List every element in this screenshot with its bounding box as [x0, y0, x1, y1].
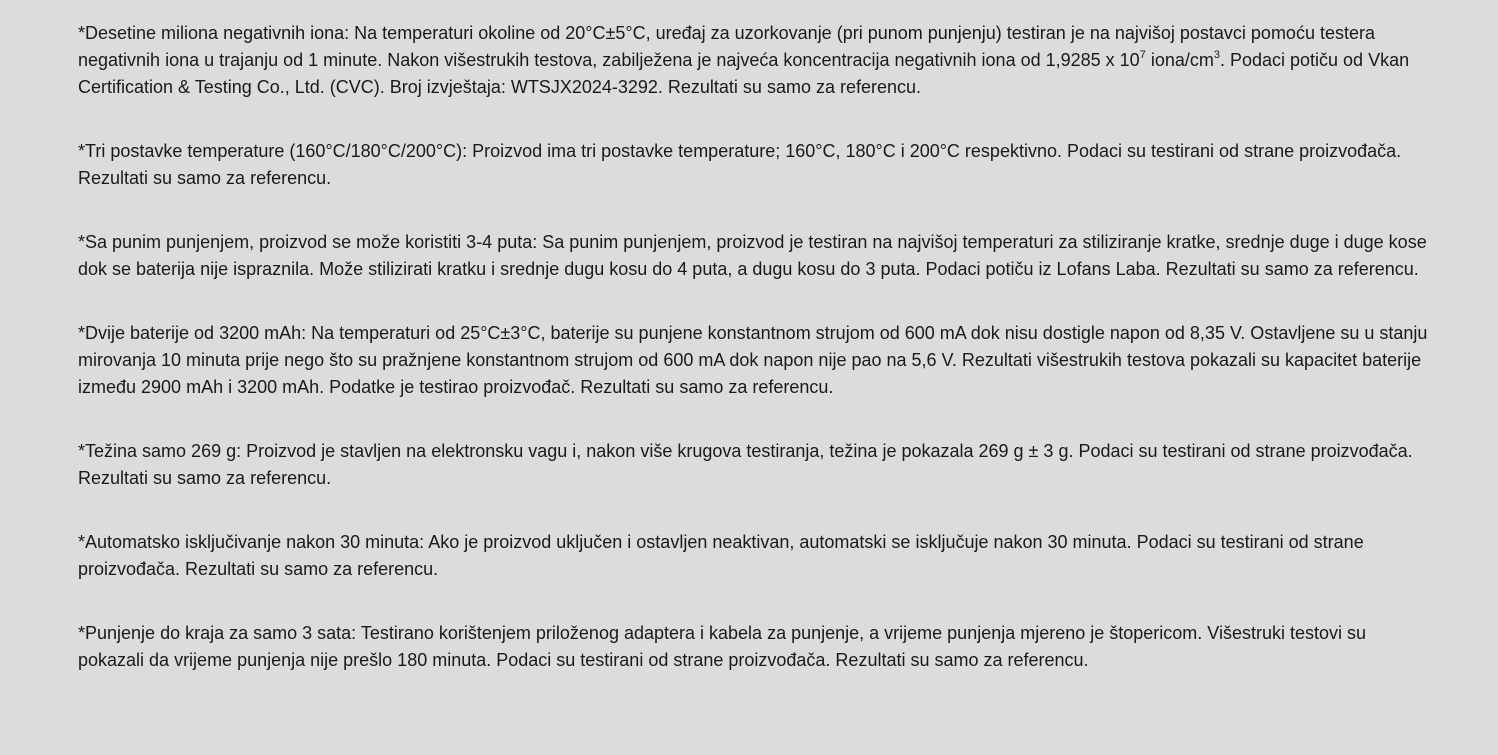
note-temperature-settings: *Tri postavke temperature (160°C/180°C/200°C): Proizvod ima tri postavke temperature; 160°C, 180°C i 200°C respektivno. Podaci su testirani od strane proizvođača. Rezultati su samo za referencu.: [78, 141, 1402, 188]
exponent-three: 3: [1213, 49, 1220, 61]
note-charging-time: *Punjenje do kraja za samo 3 sata: Testirano korištenjem priloženog adaptera i kabela za punjenje, a vrijeme punjenja mjereno je štopericom. Višestruki testovi su pokazali da vrijeme punjenja nije prešlo 180 minuta. Podaci su testirani od strane proizvođača. Rezultati su samo za referencu.: [78, 623, 1367, 670]
disclaimer-notes: [78, 20, 1428, 674]
note-negative-ions-text: *Desetine miliona negativnih iona: Na temperaturi okoline od 20°C±5°C, uređaj za uzorkovanje (pri punom punjenju) testiran je na najvišoj postavci pomoću testera negativnih iona u trajanju od 1 minute. Nakon višestrukih testova, zabilježena je najveća koncentracija negativnih iona od 1,9285 x 10: [78, 23, 1375, 70]
note-negative-ions-unit: iona/cm: [1145, 50, 1214, 70]
note-weight: *Težina samo 269 g: Proizvod je stavljen na elektronsku vagu i, nakon više krugova testiranja, težina je pokazala 269 g ± 3 g. Podaci su testirani od strane proizvođača. Rezultati su samo za referencu.: [78, 441, 1413, 488]
note-batteries: *Dvije baterije od 3200 mAh: Na temperaturi od 25°C±3°C, baterije su punjene konstantnom strujom od 600 mA dok nisu dostigle napon od 8,35 V. Ostavljene su u stanju mirovanja 10 minuta prije nego što su pražnjene konstantnom strujom od 600 mA dok napon nije pao na 5,6 V. Rezultati višestrukih testova pokazali su kapacitet baterije između 2900 mAh i 3200 mAh. Podatke je testirao proizvođač. Rezultati su samo za referencu.: [78, 323, 1428, 397]
note-negative-ions: [78, 20, 1428, 101]
exponent-seven: 7: [1139, 49, 1146, 61]
note-auto-shutoff: *Automatsko isključivanje nakon 30 minuta: Ako je proizvod uključen i ostavljen neaktivan, automatski se isključuje nakon 30 minuta. Podaci su testirani od strane proizvođača. Rezultati su samo za referencu.: [78, 532, 1364, 579]
note-full-charge-uses: *Sa punim punjenjem, proizvod se može koristiti 3-4 puta: Sa punim punjenjem, proizvod je testiran na najvišoj temperaturi za stiliziranje kratke, srednje duge i duge kose dok se baterija nije ispraznila. Može stilizirati kratku i srednje dugu kosu do 4 puta, a dugu kosu do 3 puta. Podaci potiču iz Lofans Laba. Rezultati su samo za referencu.: [78, 232, 1427, 279]
note-negative-ions-source: . Podaci potiču od Vkan Certification & Testing Co., Ltd. (CVC). Broj izvještaja: WTSJX2024-3292. Rezultati su samo za referencu.: [78, 50, 1410, 97]
